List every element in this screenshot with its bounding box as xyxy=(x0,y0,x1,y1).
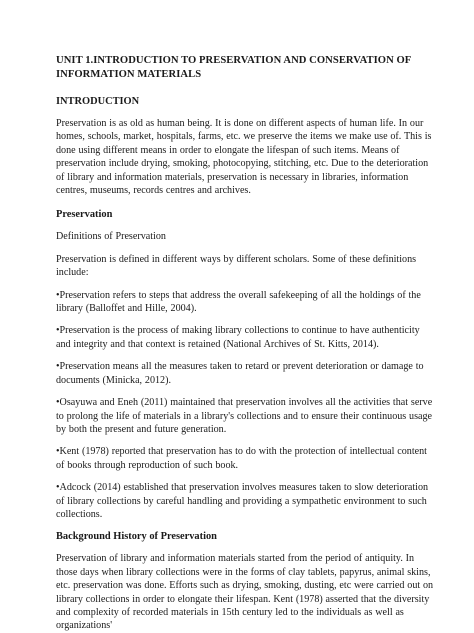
preservation-heading: Preservation xyxy=(56,209,113,221)
definition-item: •Osayuwa and Eneh (2011) maintained that preservation involves all the activities that serve to prolong the life of materials in a library's collections and to ensure their continuous usage by both the present and future generation. xyxy=(56,397,433,435)
introduction-paragraph: Preservation is as old as human being. It is done on different aspects of human life. In our homes, schools, market, hospitals, farms, etc. we preserve the items we make use of. This is done using different means in order to elongate the lifespan of such items. Means of preservation include drying, smoking, photocopying, stitching, etc. Due to the deterioration of library and information materials, preservation is necessary in libraries, information centres, museums, records centres and archives. xyxy=(56,118,432,197)
definition-item: •Preservation means all the measures taken to retard or prevent deterioration or damage to documents (Minicka, 2012). xyxy=(56,361,424,386)
definition-item: •Preservation refers to steps that address the overall safekeeping of all the holdings of the library (Balloffet and Hille, 2004). xyxy=(56,289,421,315)
background-paragraph: Preservation of library and information materials started from the period of antiquity. In those days when library collections were in the forms of clay tablets, papyrus, animal skins, etc. preservation was done. Efforts such as drying, smoking, dusting, etc were carried out on library collections in order to elongate their lifespan. Kent (1978) asserted that the diversity and complexity of recorded materials in 15th century led to the individuals as well as organizations' xyxy=(56,553,434,632)
definition-item: •Adcock (2014) established that preservation involves measures taken to slow deterioration of library collections by careful handling and providing a sympathetic environment to such collections. xyxy=(56,482,429,520)
introduction-heading: INTRODUCTION xyxy=(56,96,140,107)
definition-item: •Kent (1978) reported that preservation has to do with the protection of intellectual content of books through reproduction of such book. xyxy=(56,446,427,471)
definitions-subheading: Definitions of Preservation xyxy=(56,231,166,243)
definitions-intro-paragraph: Preservation is defined in different ways by different scholars. Some of these definitions include: xyxy=(56,253,417,279)
background-heading: Background History of Preservation xyxy=(56,531,217,543)
definition-item: •Preservation is the process of making library collections to continue to have authenticity and integrity and that context is retained (National Archives of St. Kitts, 2014). xyxy=(56,325,420,350)
document-title: UNIT 1.INTRODUCTION TO PRESERVATION AND CONSERVATION OF INFORMATION MATERIALS xyxy=(56,55,411,80)
